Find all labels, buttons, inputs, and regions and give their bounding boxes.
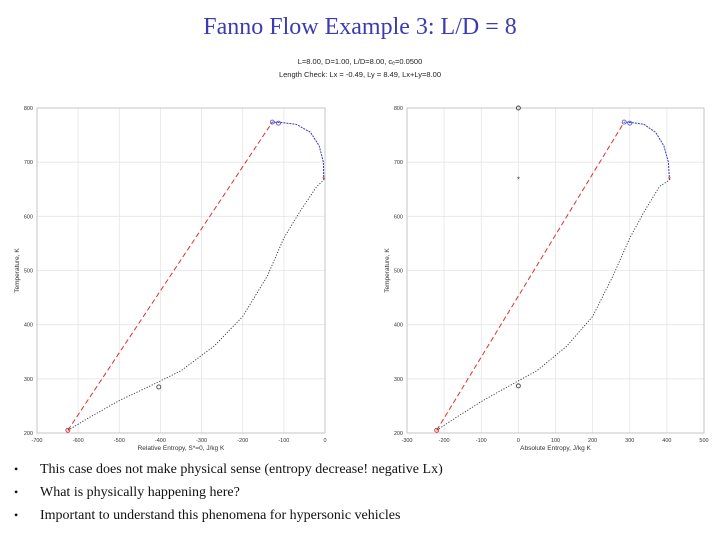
- x-tick-label: -500: [113, 438, 125, 444]
- x-axis-label: Relative Entropy, S*=0, J/kg K: [137, 445, 225, 452]
- x-tick-label: -200: [438, 438, 450, 444]
- chart-subtitle-parameters: L=8.00, D=1.00, L/D=8.00, cₑ=0.0500: [297, 57, 423, 66]
- bullet-item: [14, 461, 443, 484]
- plot-relative-entropy: [14, 106, 327, 452]
- x-tick-label: 300: [625, 438, 635, 444]
- x-tick-label: -600: [72, 438, 84, 444]
- sonic-point-marker: *: [516, 175, 520, 185]
- y-tick-label: 800: [23, 106, 33, 112]
- y-tick-label: 400: [23, 322, 33, 329]
- bullet-text: This case does not make physical sense (entropy decrease! negative Lx): [40, 462, 443, 477]
- sonic-point-marker: *: [322, 175, 326, 185]
- bullet-item: [14, 507, 443, 530]
- x-tick-label: 500: [699, 438, 709, 444]
- x-tick-label: -300: [401, 438, 413, 444]
- y-tick-label: 400: [393, 322, 403, 329]
- bullet-text: Important to understand this phenomena for hypersonic vehicles: [40, 508, 401, 523]
- x-axis-label: Absolute Entropy, J/kg K: [520, 445, 591, 452]
- y-tick-label: 600: [23, 214, 33, 221]
- x-tick-label: 0: [516, 438, 520, 444]
- supersonic-branch: [68, 180, 324, 430]
- x-tick-label: -100: [278, 438, 290, 444]
- bullet-icon: •: [14, 508, 19, 522]
- x-tick-label: -200: [237, 438, 249, 444]
- x-tick-label: -700: [31, 438, 43, 444]
- y-tick-label: 700: [393, 160, 403, 167]
- plot-absolute-entropy: [384, 106, 709, 452]
- shock-line: [68, 122, 272, 430]
- y-tick-label: 300: [393, 376, 403, 383]
- x-tick-label: -300: [196, 438, 208, 444]
- x-tick-label: 100: [550, 438, 561, 444]
- y-tick-label: 500: [393, 268, 403, 275]
- chart-subtitle-length-check: Length Check: Lx = -0.49, Ly = 8.49, Lx+Ly=8.00: [278, 70, 442, 79]
- subsonic-branch: [624, 122, 669, 180]
- x-tick-label: 0: [323, 438, 327, 444]
- y-axis-label: Temperature, K: [14, 248, 21, 293]
- x-tick-label: 200: [588, 438, 598, 444]
- y-axis-label: Temperature, K: [384, 248, 391, 293]
- y-tick-label: 300: [23, 376, 33, 383]
- bullet-icon: •: [14, 485, 19, 499]
- y-tick-label: 500: [23, 268, 33, 275]
- bullet-item: [14, 484, 443, 507]
- subsonic-branch: [272, 122, 324, 180]
- x-tick-label: -100: [475, 438, 487, 444]
- x-tick-label: 400: [662, 438, 672, 444]
- y-tick-label: 600: [393, 214, 403, 221]
- supersonic-branch: [437, 180, 670, 430]
- shock-line: [437, 122, 624, 430]
- state-marker: [277, 121, 281, 125]
- bullet-list: [14, 461, 443, 530]
- y-tick-label: 200: [393, 431, 403, 437]
- y-tick-label: 800: [393, 106, 403, 112]
- slide-title: Fanno Flow Example 3: L/D = 8: [203, 14, 517, 40]
- bullet-text: What is physically happening here?: [40, 485, 240, 500]
- y-tick-label: 200: [23, 431, 33, 437]
- y-tick-label: 700: [23, 160, 33, 167]
- sonic-point-marker: *: [667, 175, 672, 185]
- bullet-icon: •: [14, 462, 19, 476]
- x-tick-label: -400: [154, 438, 166, 444]
